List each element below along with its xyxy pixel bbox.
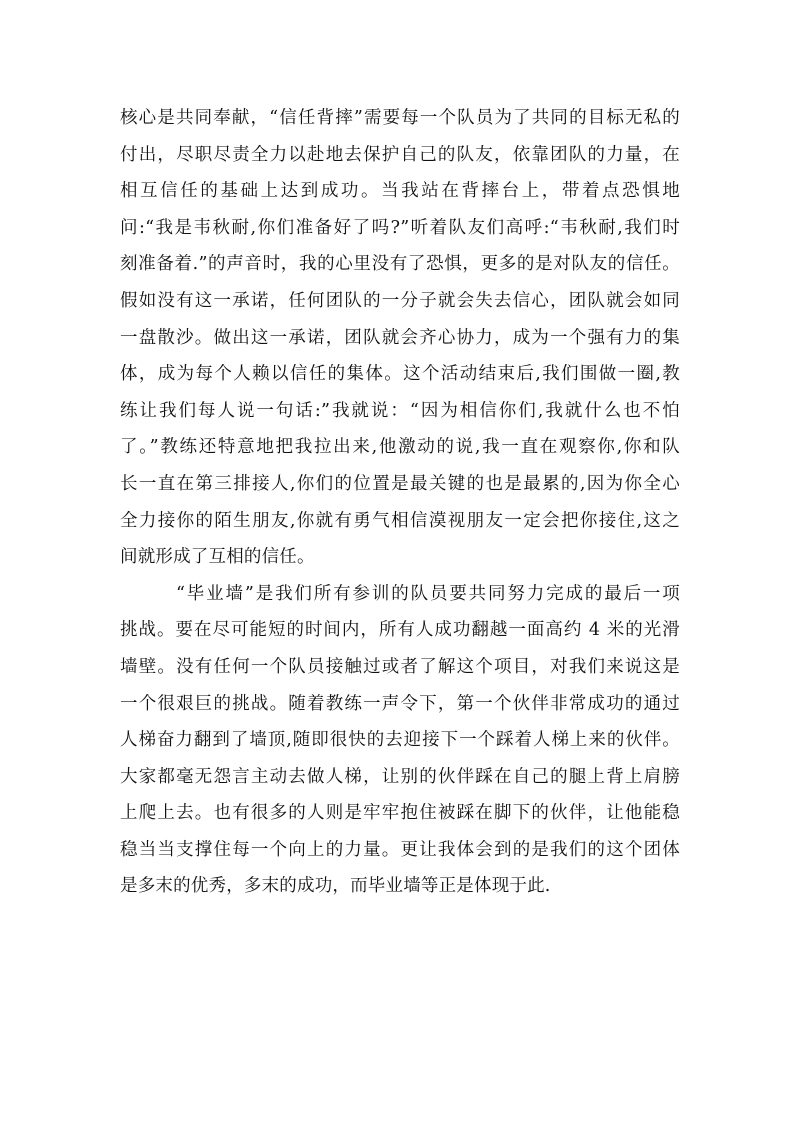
text-line: 一盘散沙。做出这一承诺，团队就会齐心协力，成为一个强有力的集: [120, 327, 680, 348]
text-line: 练让我们每人说一句话:”我就说：“因为相信你们,我就什么也不怕: [120, 400, 680, 421]
text-line: 间就形成了互相的信任。: [120, 547, 315, 568]
text-line: 核心是共同奉献，“信任背摔”需要每一个队员为了共同的目标无私的: [120, 108, 680, 128]
text-line: 刻准备着.”的声音时，我的心里没有了恐惧，更多的是对队友的信任。: [120, 254, 680, 275]
text-line: 付出，尽职尽责全力以赴地去保护自己的队友，依靠团队的力量，在: [120, 144, 680, 165]
text-line: 全力接你的陌生朋友,你就有勇气相信漠视朋友一定会把你接住,这之: [120, 510, 680, 531]
paragraph-first-line: “毕业墙”是我们所有参训的队员要共同努力完成的最后一项: [176, 583, 680, 604]
text-line: 了。”教练还特意地把我拉出来,他激动的说,我一直在观察你,你和队: [120, 437, 680, 458]
text-line: 体，成为每个人赖以信任的集体。这个活动结束后,我们围做一圈,教: [120, 364, 680, 385]
text-line: 上爬上去。也有很多的人则是牢牢抱住被踩在脚下的伙伴，让他能稳: [120, 803, 680, 824]
text-line: 挑战。要在尽可能短的时间内，所有人成功翻越一面高约 4 米的光滑: [120, 620, 680, 641]
text-line: 假如没有这一承诺，任何团队的一分子就会失去信心，团队就会如同: [120, 290, 680, 311]
text-line: 大家都毫无怨言主动去做人梯，让别的伙伴踩在自己的腿上背上肩膀: [120, 766, 680, 787]
text-line: 是多末的优秀，多末的成功，而毕业墙等正是体现于此.: [120, 876, 551, 897]
text-line: 一个很艰巨的挑战。随着教练一声令下，第一个伙伴非常成功的通过: [120, 693, 680, 714]
text-line: 墙壁。没有任何一个队员接触过或者了解这个项目，对我们来说这是: [120, 656, 680, 677]
text-line: 稳当当支撑住每一个向上的力量。更让我体会到的是我们的这个团体: [120, 839, 680, 860]
text-line: 长一直在第三排接人,你们的位置是最关键的也是最累的,因为你全心: [120, 473, 680, 494]
text-line: 问:“我是韦秋耐,你们准备好了吗?”听着队友们高呼:“韦秋耐,我们时: [120, 217, 680, 238]
text-line: 人梯奋力翻到了墙顶,随即很快的去迎接下一个踩着人梯上来的伙伴。: [120, 730, 680, 751]
text-line: 相互信任的基础上达到成功。当我站在背摔台上，带着点恐惧地: [120, 181, 680, 202]
document-body: [120, 100, 680, 905]
